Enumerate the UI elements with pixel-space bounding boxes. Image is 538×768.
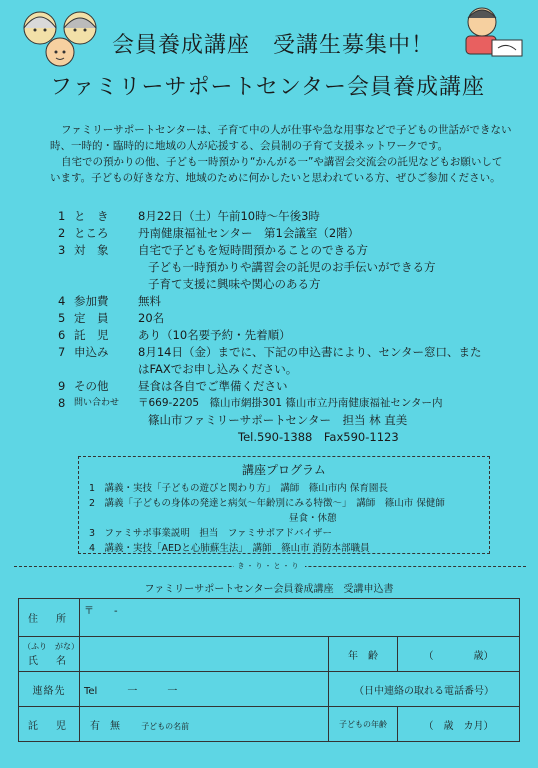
item-continuation: 子ども一時預かりや講習会の託児のお手伝いができる方 (148, 260, 436, 274)
item-number: 7 (58, 345, 66, 359)
item-label: その他 (74, 379, 109, 393)
detail-row (58, 242, 528, 259)
detail-row (58, 395, 528, 412)
detail-row (58, 225, 528, 242)
intro-line: ファミリーサポートセンターは、子育て中の人が仕事や急な用事などで子どもの世話ができない (61, 124, 512, 136)
address-label: 住 所 (19, 599, 80, 637)
furigana-label: （ふり がな） (23, 642, 79, 651)
age-label: 年 齢 (329, 637, 398, 672)
item-number: 6 (58, 328, 66, 342)
contact-label: 連絡先 (19, 672, 80, 707)
form-row-address (19, 599, 520, 637)
detail-row (58, 208, 528, 225)
item-value: 8月22日（土）午前10時～午後3時 (138, 209, 320, 223)
age-field[interactable]: （ 歳） (398, 637, 520, 672)
item-value: 20名 (138, 311, 165, 325)
program-item: 昼食・休憩 (289, 513, 337, 524)
item-value: 丹南健康福祉センター 第1会議室（2階） (138, 226, 360, 240)
item-number: 8 (58, 396, 66, 410)
intro-line: 時、一時的・臨時的に地域の人が応援する、会員制の子育て支援ネットワークです。 (50, 140, 449, 152)
item-label: 対 象 (74, 243, 109, 257)
item-value: 〒669-2205 篠山市網掛301 篠山市立丹南健康福祉センター内 (138, 397, 443, 409)
program-item: 2 講義「子どもの身体の発達と病気～年齢別にみる特徴～」 講師 篠山市 保健師 (89, 498, 445, 509)
item-value: 自宅で子どもを短時間預かることのできる方 (138, 243, 368, 257)
child-age-field[interactable]: （ 歳 カ月） (398, 707, 520, 742)
program-item: 3 ファミサポ事業説明 担当 ファミサポアドバイザー (89, 528, 332, 539)
item-value: あり（10名要予約・先着順） (138, 328, 291, 342)
contact-phone-fax: Tel.590-1388 Fax590-1123 (238, 430, 399, 444)
item-continuation: はFAXでお申し込みください。 (138, 362, 298, 376)
item-number: 9 (58, 379, 66, 393)
form-row-childcare (19, 707, 520, 742)
item-number: 1 (58, 209, 66, 223)
cut-label (0, 561, 538, 571)
program-item: 1 講義・実技「子どもの遊びと関わり方」 講師 篠山市内 保育園長 (89, 483, 388, 494)
form-row-name (19, 637, 520, 672)
item-value: 8月14日（金）までに、下記の申込書により、センター窓口、また (138, 345, 482, 359)
item-value: 無料 (138, 294, 161, 308)
contact-continuation: 篠山市ファミリーサポートセンター 担当 林 直美 (148, 413, 408, 427)
cut-label-text: き・り・と・り (234, 562, 305, 570)
item-number: 3 (58, 243, 66, 257)
form-row-contact (19, 672, 520, 707)
intro-line: います。子どもの好きな方、地域のために何かしたいと思われている方、ぜひご参加ください。 (50, 172, 501, 184)
page-title: ファミリーサポートセンター会員養成講座 (50, 75, 486, 100)
name-label-cell (19, 637, 80, 672)
childcare-cell (80, 707, 329, 742)
name-label: 氏 名 (28, 656, 70, 667)
recruiting-headline: 会員養成講座 受講生募集中！ (112, 33, 435, 58)
detail-row (58, 327, 528, 344)
item-number: 5 (58, 311, 66, 325)
item-label: 問い合わせ (74, 398, 120, 408)
intro-line: 自宅での預かりの他、子ども一時預かり“かんがる一”や講習会交流会の託児などもお願いして (61, 156, 503, 168)
tel-field[interactable]: Tel 一 一 (80, 672, 329, 707)
item-label: 参加費 (74, 294, 109, 308)
item-label: と き (74, 209, 109, 223)
item-label: ところ (74, 226, 109, 240)
item-number: 4 (58, 294, 66, 308)
family-illustration (10, 6, 110, 72)
childcare-option[interactable]: 有 無 (90, 720, 120, 732)
childcare-label: 託 児 (19, 707, 80, 742)
program-box (78, 456, 490, 554)
item-label: 定 員 (74, 311, 109, 325)
child-age-label: 子どもの年齢 (329, 707, 398, 742)
form-title: ファミリーサポートセンター会員養成講座 受講申込書 (144, 584, 394, 595)
detail-row (58, 344, 528, 361)
application-form (18, 598, 520, 742)
item-continuation: 子育て支援に興味や関心のある方 (148, 277, 321, 291)
detail-row (58, 378, 528, 395)
detail-row (58, 293, 528, 310)
daytime-note: （日中連絡の取れる電話番号） (329, 672, 520, 707)
item-number: 2 (58, 226, 66, 240)
details-list (58, 208, 528, 446)
child-name-label: 子どもの名前 (141, 721, 190, 731)
child-drawing-illustration (452, 4, 526, 60)
program-item: 4 講義・実技「AEDと心肺蘇生法」 講師 篠山市 消防本部職員 (89, 543, 370, 554)
item-label: 託 児 (74, 328, 109, 342)
address-field[interactable]: 〒 - (80, 599, 520, 637)
detail-row (58, 310, 528, 327)
intro-text (50, 122, 520, 186)
item-label: 申込み (74, 345, 109, 359)
name-field[interactable] (80, 637, 329, 672)
program-title: 講座プログラム (242, 463, 326, 477)
item-value: 昼食は各自でご準備ください (138, 379, 288, 393)
